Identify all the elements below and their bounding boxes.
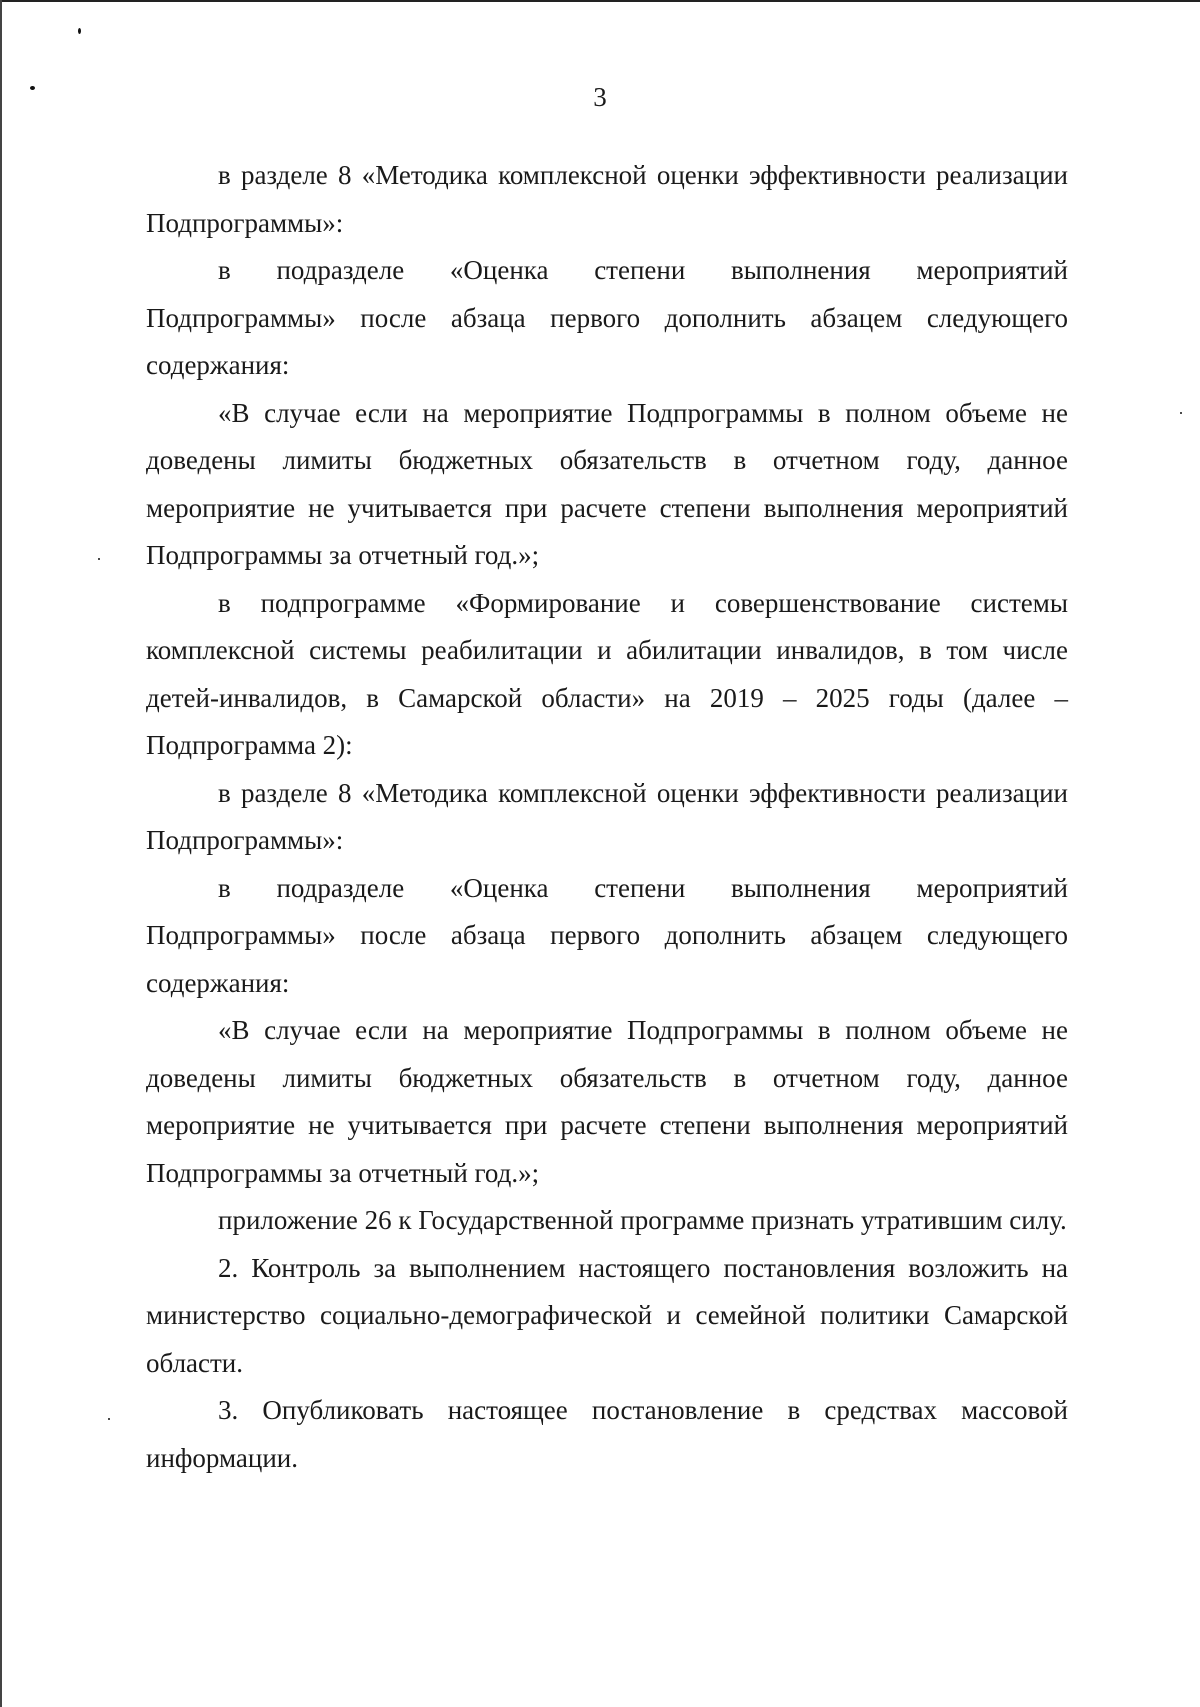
paragraph: в подпрограмме «Формирование и совершенствование системы комплексной системы реабилитации и абилитации инвалидов, в том числе детей-инвалидов, в Самарской области» на 2019 – 2025 годы (далее – Подпрограмма 2):: [146, 587, 1068, 760]
paragraph: 3. Опубликовать настоящее постановление в средствах массовой информации.: [146, 1395, 1068, 1473]
paragraph: в подразделе «Оценка степени выполнения мероприятий Подпрограммы» после абзаца первого дополнить абзацем следующего содержания:: [146, 255, 1068, 380]
paragraph: в разделе 8 «Методика комплексной оценки эффективности реализации Подпрограммы»:: [146, 160, 1068, 238]
scan-speck: [98, 558, 100, 560]
scan-edge-top: [0, 0, 1200, 2]
scan-edge-left: [0, 0, 2, 1707]
paragraph: в разделе 8 «Методика комплексной оценки эффективности реализации Подпрограммы»:: [146, 777, 1068, 855]
page-number: 3: [593, 82, 607, 112]
scan-speck: [108, 1418, 110, 1420]
paragraph: приложение 26 к Государственной программе признать утратившим силу.: [218, 1205, 1067, 1235]
paragraph: «В случае если на мероприятие Подпрограммы в полном объеме не доведены лимиты бюджетных обязательств в отчетном году, данное мероприятие не учитывается при расчете степени выполнения мероприятий Подпрограммы за отчетный год.»;: [146, 397, 1068, 570]
paragraph: в подразделе «Оценка степени выполнения мероприятий Подпрограммы» после абзаца первого дополнить абзацем следующего содержания:: [146, 872, 1068, 998]
scan-speck: [1180, 412, 1182, 414]
scan-speck: [78, 28, 81, 34]
paragraph: 2. Контроль за выполнением настоящего постановления возложить на министерство социально-демографической и семейной политики Самарской области.: [146, 1252, 1068, 1378]
document-body: [146, 152, 1068, 1482]
paragraph: «В случае если на мероприятие Подпрограммы в полном объеме не доведены лимиты бюджетных обязательств в отчетном году, данное мероприятие не учитывается при расчете степени выполнения мероприятий Подпрограммы за отчетный год.»;: [146, 1015, 1068, 1188]
